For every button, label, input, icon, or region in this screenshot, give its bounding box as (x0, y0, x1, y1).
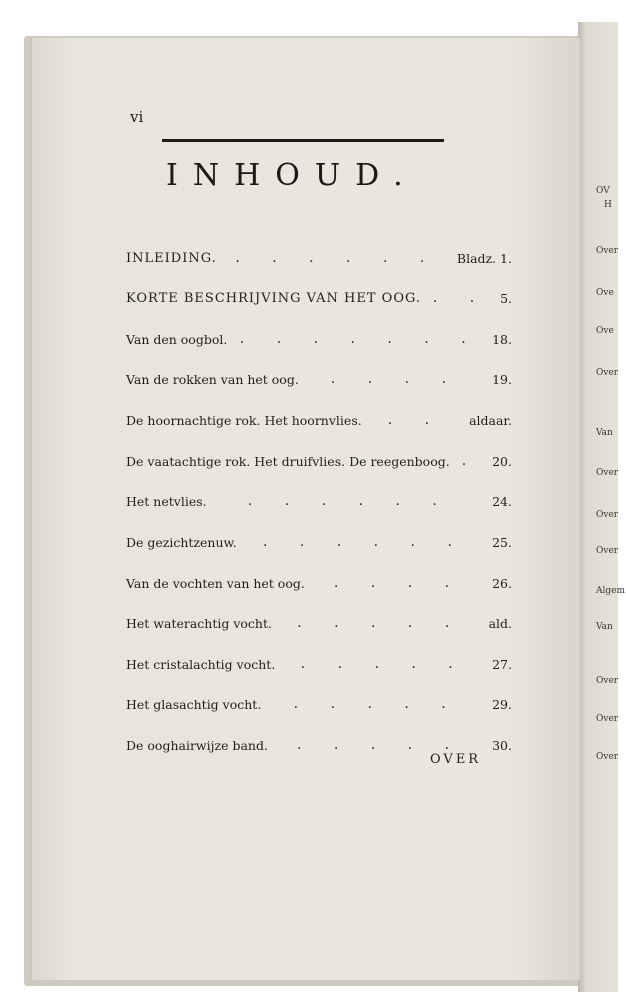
toc-entry-page: ald. (488, 615, 512, 631)
toc-entry-label: KORTE BESCHRIJVING VAN HET OOG. (126, 290, 422, 306)
leader-dots: . . . . . . . (239, 331, 480, 347)
margin-fragment: H (604, 200, 612, 210)
toc-entry-page: 26. (492, 575, 512, 591)
toc-entry-page: 18. (492, 331, 512, 347)
toc-entry-page: aldaar. (469, 412, 512, 428)
leader-dots: . . . . . . (247, 493, 451, 509)
margin-fragment: Over (596, 468, 619, 478)
toc-entry-page: 24. (492, 493, 512, 509)
margin-fragment: Over (596, 368, 619, 378)
toc-entry-label: Van de vochten van het oog. (126, 575, 305, 591)
toc-entry-label: Van den oogbol. (126, 331, 228, 347)
margin-fragment: Over (596, 546, 619, 556)
toc-entry-label: De vaatachtige rok. Het druifvlies. De reegenboog. (126, 453, 450, 469)
toc-entry (126, 693, 512, 715)
catchword: OVER (430, 752, 482, 767)
toc-entry (126, 531, 512, 553)
leader-dots: . . . . . . (262, 534, 466, 550)
toc-entry-label: De hoornachtige rok. Het hoornvlies. (126, 412, 362, 428)
header-rule (162, 139, 444, 142)
leader-dots: . (461, 453, 481, 469)
toc-entry-label: De gezichtzenuw. (126, 534, 237, 550)
margin-fragment: Over (596, 752, 619, 762)
toc-entry-label: De ooghairwijze band. (126, 737, 268, 753)
toc-entry (126, 247, 512, 269)
leader-dots: . . . . (330, 371, 461, 387)
leader-dots: . . . . . (300, 656, 467, 672)
toc-entry-label: INLEIDING. (126, 250, 217, 266)
toc-entry-page: 29. (492, 696, 512, 712)
toc-entry (126, 653, 512, 675)
toc-entry (126, 368, 512, 390)
facing-page-edge (578, 22, 625, 992)
toc-entry-page: 20. (492, 453, 512, 469)
leader-dots: . . . . . (293, 696, 460, 712)
margin-fragment: Over (596, 676, 619, 686)
toc-entry-page: 19. (492, 371, 512, 387)
toc-entry (126, 572, 512, 594)
leader-dots: . . (432, 290, 489, 306)
leader-dots: . . . . (333, 575, 464, 591)
toc-entry-page: 27. (492, 656, 512, 672)
leader-dots: . . . . . (296, 737, 464, 753)
margin-fragment: Ove (596, 288, 614, 298)
margin-fragment: Ove (596, 326, 614, 336)
leader-dots: . . . . . (297, 615, 464, 631)
margin-fragment: Over (596, 246, 619, 256)
toc-entry-label: Het cristalachtig vocht. (126, 656, 276, 672)
toc-entry-label: Het waterachtig vocht. (126, 615, 272, 631)
margin-fragment: Over (596, 714, 619, 724)
toc-entry (126, 287, 512, 309)
toc-entry-page: Bladz. 1. (456, 250, 512, 266)
leader-dots: . . . . . . (235, 250, 439, 266)
toc-entry-label: Het glasachtig vocht. (126, 696, 262, 712)
toc-entry-label: Het netvlies. (126, 493, 207, 509)
toc-entry-page: 30. (492, 737, 512, 753)
toc-entry-page: 5. (500, 290, 512, 306)
page-number: vi (130, 108, 144, 126)
toc-entry (126, 612, 512, 634)
margin-fragment: OV (596, 186, 610, 196)
page-title: INHOUD. (166, 158, 418, 193)
margin-fragment: Algem (596, 586, 625, 596)
toc-entry-page: 25. (492, 534, 512, 550)
margin-fragment: Van (596, 622, 613, 632)
toc-entry (126, 409, 512, 431)
toc-entry (126, 490, 512, 512)
leader-dots: . . (387, 412, 444, 428)
toc-entry (126, 450, 512, 472)
margin-fragment: Over (596, 510, 619, 520)
margin-fragment: Van (596, 428, 613, 438)
toc-entry-label: Van de rokken van het oog. (126, 371, 299, 387)
toc-entry (126, 328, 512, 350)
